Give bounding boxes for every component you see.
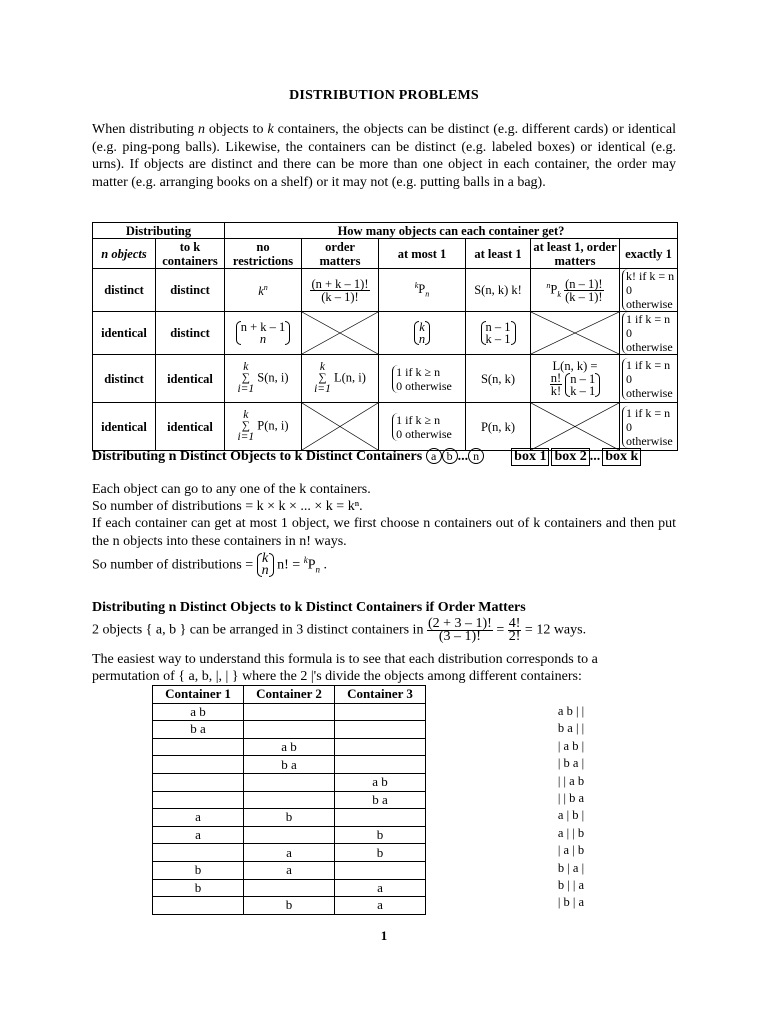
list-item: a | b | bbox=[557, 808, 585, 823]
sec2-line-3: permutation of { a, b, |, | } where the 2 |'s divide the objects among different containers: bbox=[92, 669, 582, 684]
box-1: box 1 bbox=[511, 448, 549, 466]
header-at-least-1-order: at least 1, order matters bbox=[531, 239, 620, 269]
not-applicable-cell bbox=[531, 403, 620, 451]
header-at-most-1: at most 1 bbox=[379, 239, 466, 269]
box-2: box 2 bbox=[551, 448, 589, 466]
not-applicable-cell bbox=[531, 312, 620, 355]
distribution-summary-table bbox=[92, 222, 678, 451]
list-item: | b | a bbox=[557, 895, 585, 910]
header-order-matters: order matters bbox=[302, 239, 379, 269]
header-no-restrictions: no restrictions bbox=[225, 239, 302, 269]
sec2-line-1: 2 objects { a, b } can be arranged in 3 distinct containers in $\frac{(2 + 3 - 1)!}{(3 - 1)!}$ = $\frac{4!}{2!}$ = 12 ways. bbox=[92, 616, 587, 644]
list-item: b | a | bbox=[557, 860, 585, 875]
sec1-line-1: Each object can go to any one of the k containers. bbox=[92, 482, 371, 497]
object-b-icon: b bbox=[442, 448, 458, 464]
table-row: a b bbox=[153, 773, 426, 791]
table-row: b a bbox=[153, 756, 426, 774]
table-row: distinct identical k ∑ i=1 S(n, i) k ∑ i=1 L(n, i) 1 if k ≥ n 0 otherwise S(n, k) L(n, k) = $\frac{n!}{k!}$ n – 1 k – 1 1 if k = n 0 otherwise bbox=[93, 355, 678, 403]
object-a-icon: a bbox=[426, 448, 442, 464]
example-container-table: Container 1 Container 2 Container 3 a b b a a b b a a b b a a b a b a b b a b a b a bbox=[152, 685, 426, 915]
table-row: a b bbox=[153, 809, 426, 827]
sec2-line-2: The easiest way to understand this formula is to see that each distribution corresponds to a bbox=[92, 652, 598, 667]
not-applicable-cell bbox=[302, 403, 379, 451]
header-distributing: Distributing bbox=[93, 223, 225, 239]
table-row: distinct distinct $k^n$ $\frac{(n + k - 1)!}{(k - 1)!}$ $^kP_n$ S(n, k) k! $^nP_k$ $\frac{(n - 1)!}{(k - 1)!}$ k! if k = n 0 otherwise bbox=[93, 269, 678, 312]
page-number: 1 bbox=[380, 928, 388, 943]
list-item: a b | | bbox=[557, 704, 585, 718]
header-exactly-1: exactly 1 bbox=[620, 239, 678, 269]
permutation-list bbox=[536, 703, 606, 912]
list-item: b | | a bbox=[557, 877, 585, 892]
sec1-line-3: If each container can get at most 1 object, we first choose n containers out of k containers and then put the n objects into these containers in n! ways. bbox=[92, 516, 676, 549]
section-heading-distinct-distinct: Distributing n Distinct Objects to k Distinct Containers a b ... n box 1 box 2 ... box k bbox=[92, 448, 641, 466]
list-item: a | | b bbox=[557, 825, 585, 840]
sec1-line-2: So number of distributions = k × k × ... × k = kⁿ. bbox=[92, 499, 363, 514]
sec1-line-4: So number of distributions = k n n! = $^kP_n$ . bbox=[92, 551, 327, 579]
table-row: b a bbox=[153, 879, 426, 897]
header-n-objects: n objects bbox=[93, 239, 156, 269]
header-at-least-1: at least 1 bbox=[466, 239, 531, 269]
object-n-icon: n bbox=[468, 448, 484, 464]
list-item: | | b a bbox=[557, 790, 585, 805]
table-row: b a bbox=[153, 791, 426, 809]
table-row: a b bbox=[153, 703, 426, 721]
table-row: a b bbox=[153, 844, 426, 862]
table-row: b a bbox=[153, 861, 426, 879]
header-how-many: How many objects can each container get? bbox=[225, 223, 678, 239]
table-row: b a bbox=[153, 897, 426, 915]
table-row: a b bbox=[153, 738, 426, 756]
table-row: identical identical k ∑ i=1 P(n, i) 1 if k ≥ n 0 otherwise P(n, k) 1 if k = n 0 otherwise bbox=[93, 403, 678, 451]
section-heading-order-matters: Distributing n Distinct Objects to k Distinct Containers if Order Matters bbox=[92, 600, 526, 615]
not-applicable-cell bbox=[302, 312, 379, 355]
list-item: | b a | bbox=[557, 756, 585, 771]
list-item: b a | | bbox=[557, 721, 585, 736]
list-item: | a b | bbox=[557, 738, 585, 753]
box-k: box k bbox=[602, 448, 641, 466]
list-item: | a | b bbox=[557, 843, 585, 858]
table-row: a b bbox=[153, 826, 426, 844]
intro-paragraph: When distributing n objects to k containers, the objects can be distinct (e.g. different cards) or identical (e.g. ping-pong balls). Likewise, the containers can be distinct (e.g. labeled boxes) or identical (e.g. urns). If objects are distinct and there can be more than one object in each container, the order may matter (e.g. arranging books on a shelf) or it may not (e.g. putting balls in a bag). bbox=[92, 122, 676, 190]
list-item: | | a b bbox=[557, 773, 585, 788]
table-row: b a bbox=[153, 721, 426, 739]
page-title: DISTRIBUTION PROBLEMS bbox=[289, 88, 479, 103]
header-to-k: to k containers bbox=[156, 239, 225, 269]
table-row: identical distinct n + k – 1 n k n n – 1 k – 1 1 if k = n 0 otherwise bbox=[93, 312, 678, 355]
